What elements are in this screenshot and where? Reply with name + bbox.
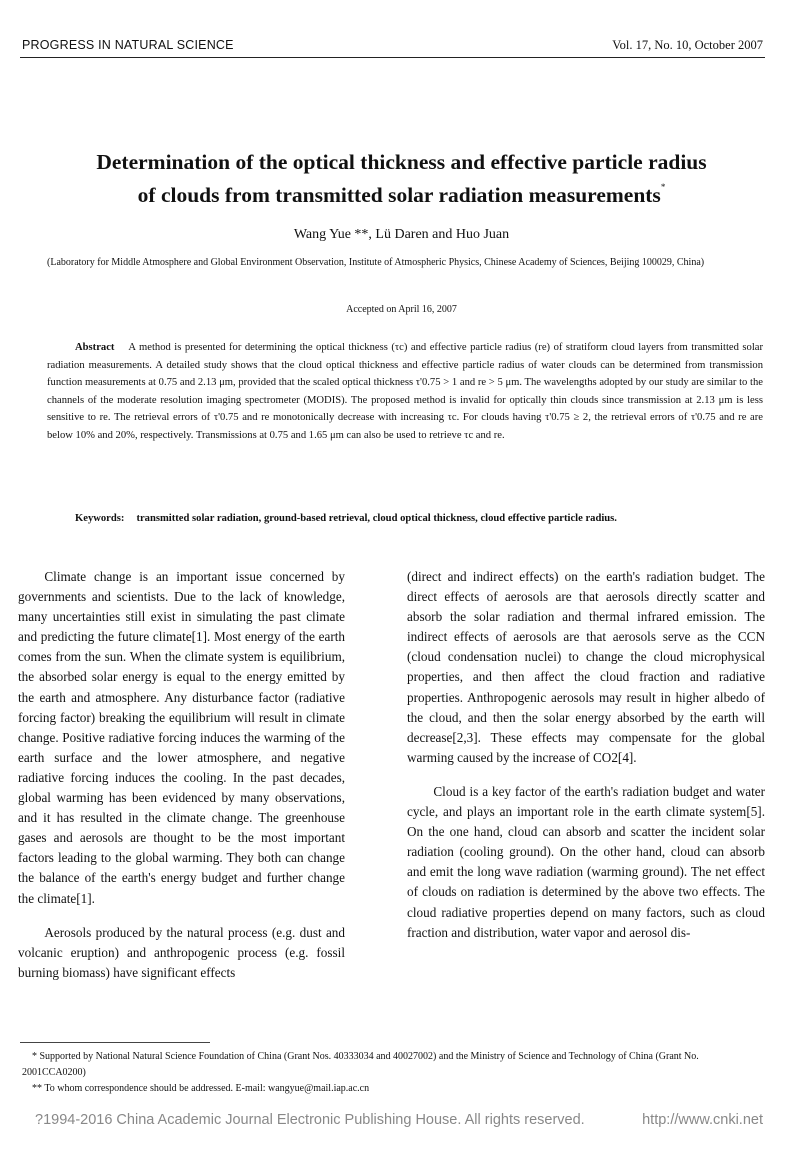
keywords-label: Keywords: <box>75 513 125 524</box>
header-rule <box>20 57 765 58</box>
abstract <box>47 339 763 445</box>
paragraph: Climate change is an important issue concerned by governments and scientists. Due to the lack of knowledge, many uncertainties still exist in simulating the past climate and predicting the future climate[1]. Most energy of the earth comes from the sun. When the climate system is equilibrium, the absorbed solar energy is equal to the energy emitted by the earth and atmosphere. Any disturbance factor (radiative forcing factor) breaking the equilibrium will result in climate change. Positive radiative forcing induces the warming of the earth surface and the lower atmosphere, and negative radiative forcing induces the cooling. In the past decades, global warming has been evidenced by many observations, and it has resulted in the climate change. The greenhouse gases and aerosols are thought to be the most important factors leading to the global warming. They both can change the balance of the earth's energy budget and further change the climate[1]. <box>18 569 345 906</box>
title-line-1: Determination of the optical thickness and effective particle radius <box>96 150 707 174</box>
footer-url[interactable]: http://www.cnki.net <box>642 1112 763 1128</box>
paragraph: (direct and indirect effects) on the earth's radiation budget. The direct effects of aerosols are that aerosols directly scatter and absorb the solar radiation and thermal infrared emission. The indirect effects of aerosols are that aerosols serve as the CCN (cloud condensation nuclei) to change the cloud microphysical properties, and then affect the cloud fraction and radiative properties. Anthropogenic aerosols may result in higher albedo of the cloud, and then the solar energy absorbed by the earth will decrease[2,3]. These effects may compensate for the global warming caused by the increase of CO2[4]. <box>407 569 765 765</box>
title-line-2 <box>40 177 763 210</box>
journal-name: PROGRESS IN NATURAL SCIENCE <box>22 38 234 52</box>
keywords <box>75 510 763 528</box>
keywords-text: transmitted solar radiation, ground-based retrieval, cloud optical thickness, cloud effective particle radius. <box>136 513 617 524</box>
footnote-correspondence: ** To whom correspondence should be addressed. E-mail: wangyue@mail.iap.ac.cn <box>32 1083 370 1094</box>
accepted-date: Accepted on April 16, 2007 <box>346 304 457 315</box>
body-column-left <box>18 567 345 983</box>
footnote-rule <box>20 1042 210 1043</box>
abstract-text: A method is presented for determining the optical thickness (τc) and effective particle radius (re) of stratiform cloud layers from transmitted solar radiation measurements. A detailed study shows that the cloud optical thickness and effective particle radius of water clouds can be determined from transmission function measurements at 0.75 and 2.13 μm, provided that the scaled optical thickness τ'0.75 > 1 and re > 5 μm. The wavelengths adopted by our study are similar to the channels of the moderate resolution imaging spectrometer (MODIS). The proposed method is invalid for optically thin clouds since transmission at 2.13 μm is less sensitive to re. The retrieval errors of τ'0.75 and re monotonically decrease with increasing τc. For clouds having τ'0.75 ≥ 2, the retrieval errors of τ'0.75 and re are below 10% and 20%, respectively. Transmissions at 0.75 and 1.65 μm can also be used to retrieve τc and re. <box>47 342 763 441</box>
title-footnote-mark: * <box>660 182 666 192</box>
title-line-2-text: of clouds from transmitted solar radiation measurements <box>137 183 661 208</box>
abstract-label: Abstract <box>75 342 115 353</box>
paragraph: Aerosols produced by the natural process (e.g. dust and volcanic eruption) and anthropogenic process (e.g. fossil burning biomass) have significant effects <box>18 924 345 980</box>
author-list: Wang Yue **, Lü Daren and Huo Juan <box>293 227 510 242</box>
body-column-right <box>407 567 765 943</box>
footnotes <box>22 1049 765 1097</box>
article-title <box>40 148 763 210</box>
copyright-footer: ?1994-2016 China Academic Journal Electronic Publishing House. All rights reserved. <box>35 1112 585 1128</box>
paragraph: Cloud is a key factor of the earth's radiation budget and water cycle, and plays an important role in the earth climate system[5]. On the one hand, cloud can absorb and scatter the incident solar radiation (cooling ground). On the other hand, cloud can absorb and emit the long wave radiation (warming ground). The net effect of clouds on radiation is determined by the above two effects. The cloud radiative properties depend on many factors, such as cloud fraction and distribution, water vapor and aerosol dis- <box>407 783 765 940</box>
footnote-funding: * Supported by National Natural Science Foundation of China (Grant Nos. 40333034 and 40027002) and the Ministry of Science and Technology of China (Grant No. 2001CCA0200) <box>22 1051 699 1078</box>
volume-info: Vol. 17, No. 10, October 2007 <box>612 38 763 52</box>
affiliation: (Laboratory for Middle Atmosphere and Global Environment Observation, Institute of Atmospheric Physics, Chinese Academy of Sciences, Beijing 100029, China) <box>47 257 705 268</box>
